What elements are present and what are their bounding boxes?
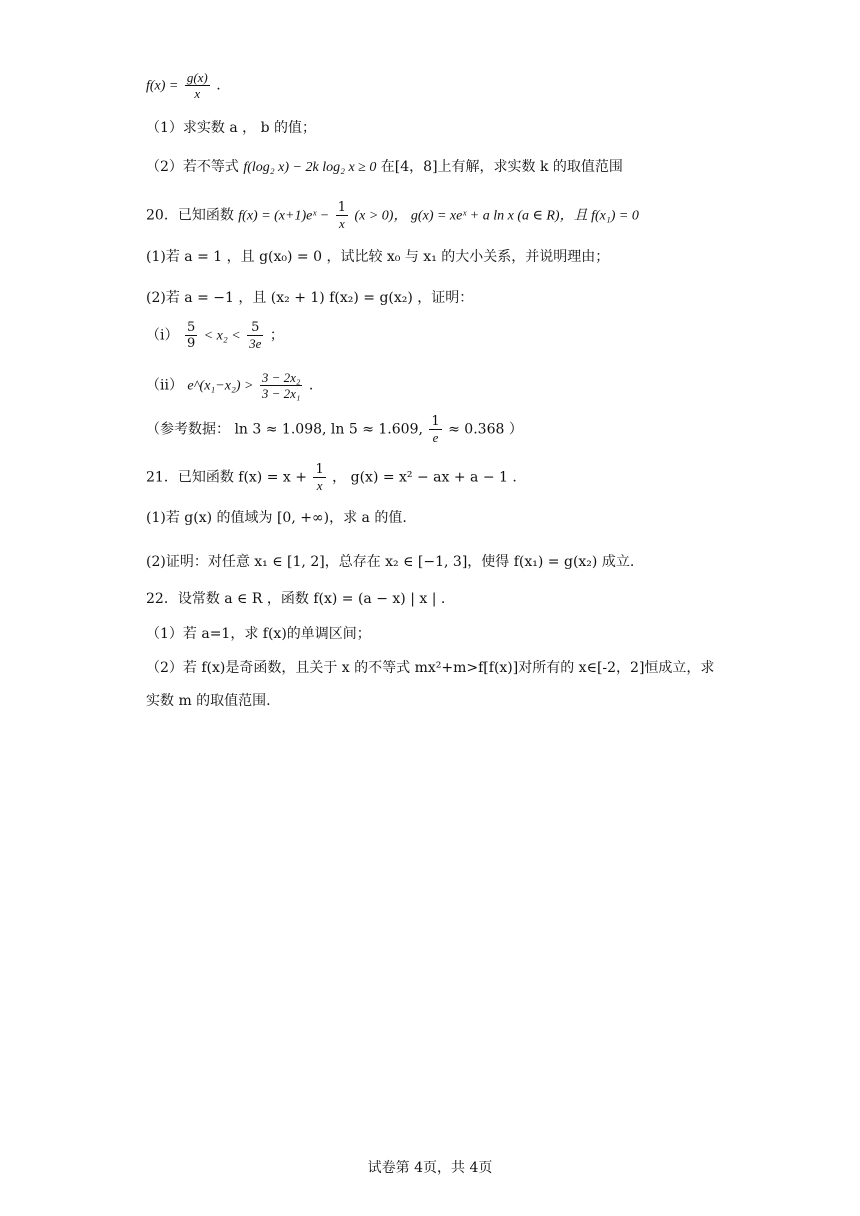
q20-reference-data — [146, 414, 523, 445]
q20-ii-lhs: e^(x₁−x₂) > — [187, 378, 254, 394]
q20-i-label: （i） — [146, 327, 179, 344]
q20-f-condition: (x > 0) — [354, 208, 394, 224]
q21-part2: (2)证明：对任意 x₁ ∈ [1, 2]，总存在 x₂ ∈ [−1, 3]，使得 f(x₁) = g(x₂) 成立. — [146, 554, 635, 570]
q20-ref-denominator: e — [432, 430, 439, 445]
q20-f-fraction — [336, 200, 348, 231]
q20-ref-numerator: 1 — [431, 414, 440, 429]
q21-f-numerator: 1 — [315, 462, 324, 477]
q19-part2-inequality: f(log₂ x) − 2k log₂ x ≥ 0 — [243, 160, 377, 175]
q20-i-right-denominator: 3e — [249, 336, 262, 351]
q20-i-right-numerator: 5 — [247, 320, 263, 336]
q20-g-part: ， g(x) = xeˣ + a ln x (a ∈ R) — [393, 208, 560, 224]
q22-part1: （1）若 a=1，求 f(x)的单调区间； — [146, 626, 371, 642]
function-definition — [146, 70, 221, 101]
q20-part2-ii — [146, 370, 313, 401]
q20-part2: (2)若 a = −1 ，且 (x₂ + 1) f(x₂) = g(x₂) ，证明： — [146, 290, 474, 306]
q20-ii-denominator: 3 − 2x₁ — [261, 386, 301, 401]
q21-stem-suffix: ， g(x) = x² − ax + a − 1 . — [332, 469, 517, 486]
f-def-fraction — [185, 70, 210, 101]
f-def-lhs: f(x) = — [146, 78, 179, 94]
page-footer: 试卷第 4页，共 4页 — [367, 1160, 493, 1176]
q20-i-tail: ； — [269, 327, 284, 344]
q20-f-numerator: 1 — [337, 200, 346, 215]
q20-ref-prefix: （参考数据： ln 3 ≈ 1.098, ln 5 ≈ 1.609, — [146, 421, 423, 438]
q20-ii-label: （ii） — [146, 377, 183, 394]
q22-stem: 22．设常数 a ∈ R ，函数 f(x) = (a − x) | x | . — [146, 591, 446, 607]
q20-f-denominator: x — [338, 216, 345, 231]
q20-part1: (1)若 a = 1 ，且 g(x₀) = 0 ，试比较 x₀ 与 x₁ 的大小关系，并说明理由； — [146, 249, 610, 265]
q20-i-left-numerator: 5 — [186, 320, 196, 335]
q20-stem-prefix: 20．已知函数 — [146, 207, 239, 224]
q20-i-left-denominator: 9 — [186, 336, 196, 351]
q21-part1: (1)若 g(x) 的值域为 [0, +∞)，求 a 的值. — [146, 510, 407, 526]
q22-part2-line1: （2）若 f(x)是奇函数，且关于 x 的不等式 mx²+m>f[f(x)]对所有的 x∈[-2，2]恒成立，求 — [146, 660, 715, 676]
q21-stem-prefix: 21．已知函数 f(x) = x + — [146, 469, 307, 486]
f-def-tail: . — [216, 77, 221, 94]
q20-tail: ，且 f(x₁) = 0 — [559, 208, 639, 224]
q19-part1: （1）求实数 a ， b 的值； — [146, 120, 317, 136]
q20-ref-fraction — [429, 414, 441, 445]
q20-i-middle: < x₂ < — [203, 328, 241, 344]
f-def-denominator: x — [194, 86, 201, 101]
q21-stem — [146, 462, 517, 493]
q20-ref-suffix: ≈ 0.368 ） — [448, 421, 523, 438]
q21-f-fraction — [313, 462, 325, 493]
q20-stem — [146, 200, 639, 231]
q20-part2-i — [146, 320, 284, 351]
q20-ii-tail: . — [308, 377, 314, 394]
f-def-numerator: g(x) — [186, 70, 208, 85]
q19-part2-suffix: 在[4，8]上有解，求实数 k 的取值范围 — [376, 159, 623, 175]
q20-ii-numerator: 3 − 2x₂ — [261, 370, 301, 385]
q21-f-denominator: x — [316, 478, 323, 493]
q22-part2-line2: 实数 m 的取值范围. — [146, 693, 271, 709]
q20-ii-fraction — [260, 370, 303, 401]
q20-i-left-fraction — [185, 320, 197, 351]
q20-f-expr: f(x) = (x+1)eˣ − — [238, 208, 330, 224]
q20-i-right-fraction — [247, 320, 263, 351]
q19-part2-prefix: （2）若不等式 — [146, 159, 244, 175]
q19-part2 — [146, 157, 623, 178]
